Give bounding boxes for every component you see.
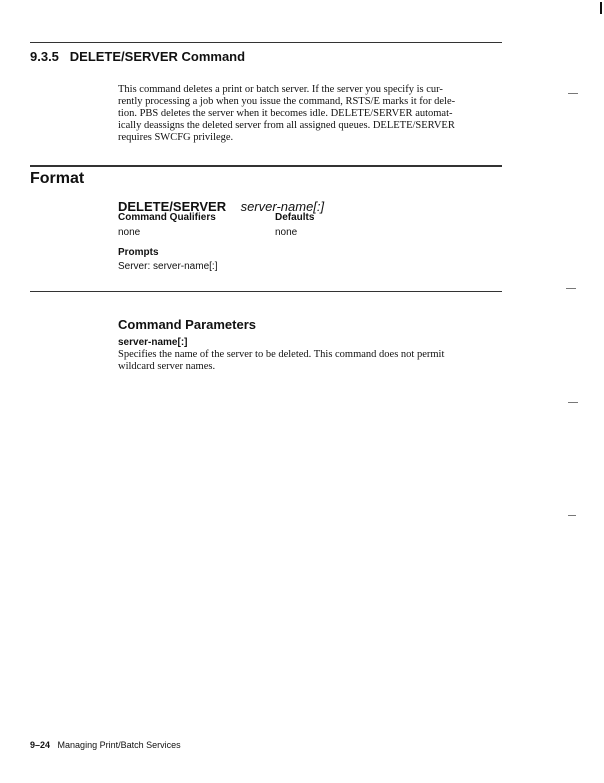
description-line: requires SWCFG privilege. <box>118 132 234 144</box>
parameter-line: wildcard server names. <box>118 361 216 373</box>
section-number: 9.3.5 <box>30 49 59 64</box>
parameters-rule <box>30 291 502 292</box>
description-line: tion. PBS deletes the server when it becomes idle. DELETE/SERVER automat- <box>118 108 453 120</box>
description-line: rently processing a job when you issue the command, RSTS/E marks it for dele- <box>118 96 456 108</box>
top-rule <box>30 42 502 43</box>
prompt-text: Server: server-name[:] <box>118 261 218 272</box>
defaults-header: Defaults <box>275 212 315 223</box>
parameter-line: Specifies the name of the server to be deleted. This command does not permit <box>118 349 445 360</box>
description-line: ically deassigns the deleted server from all assigned queues. DELETE/SERVER <box>118 120 455 132</box>
description-line: This command deletes a print or batch server. If the server you specify is cur- <box>118 84 443 95</box>
prompts-header: Prompts <box>118 247 159 258</box>
section-heading <box>30 49 245 64</box>
parameters-heading: Command Parameters <box>118 317 256 332</box>
page-number: 9–24 <box>30 740 51 750</box>
format-rule <box>30 165 502 167</box>
scan-mark <box>568 515 576 516</box>
command-argument: server-name[:] <box>240 199 325 214</box>
default-value: none <box>275 227 298 238</box>
description <box>118 84 455 144</box>
section-title: DELETE/SERVER Command <box>69 49 246 64</box>
footer-title: Managing Print/Batch Services <box>57 740 181 750</box>
page-footer <box>30 740 181 750</box>
scan-mark <box>566 288 576 289</box>
format-heading: Format <box>30 170 85 187</box>
scan-edge-mark <box>600 2 602 14</box>
parameter-name: server-name[:] <box>118 337 188 348</box>
parameter-description <box>118 349 444 373</box>
command-name: DELETE/SERVER <box>118 199 227 214</box>
scan-mark <box>568 402 578 403</box>
qualifier-value: none <box>118 227 141 238</box>
qualifiers-header: Command Qualifiers <box>118 212 216 223</box>
scan-mark <box>568 93 578 94</box>
